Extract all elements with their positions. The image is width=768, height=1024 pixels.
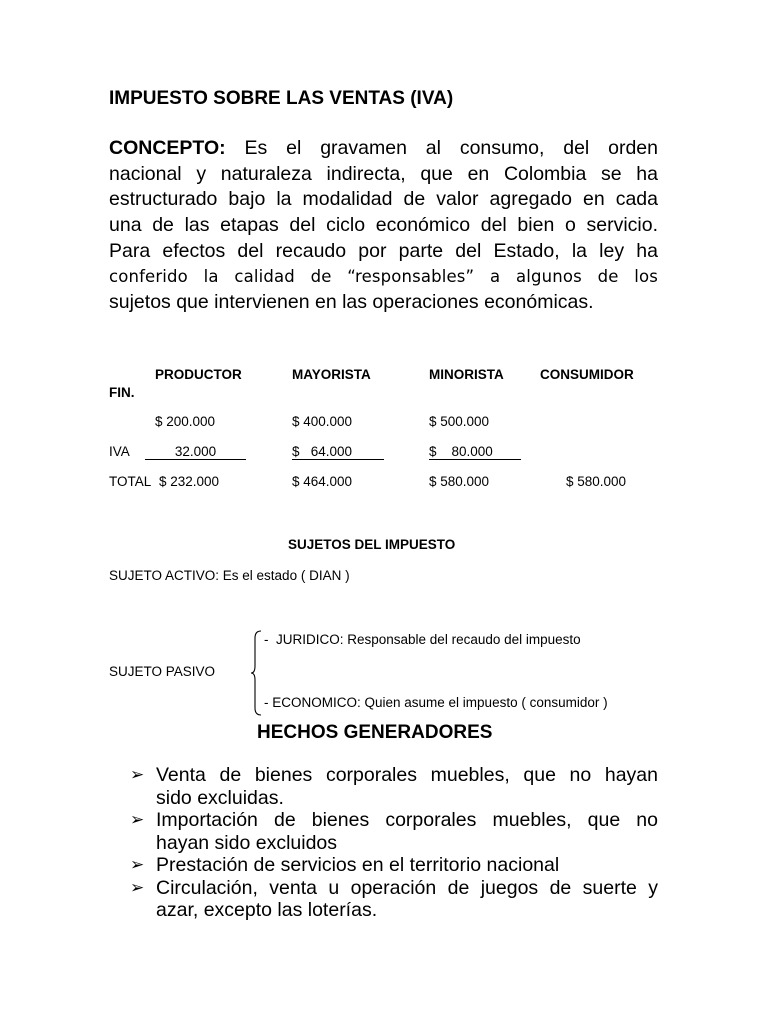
concept-label: CONCEPTO: — [109, 137, 226, 159]
list-item-line: Prestación de servicios en el territorio nacional — [156, 854, 560, 876]
concept-line-4: una de las etapas del ciclo económico del bien o servicio. — [109, 214, 658, 237]
list-item — [130, 854, 658, 877]
total-value-mayorista: $ 464.000 — [292, 474, 353, 489]
list-item — [130, 877, 658, 922]
base-value-productor: $ 200.000 — [155, 414, 216, 429]
concept-text: Es el gravamen al consumo, del orden — [244, 137, 658, 159]
sujeto-activo: SUJETO ACTIVO: Es el estado ( DIAN ) — [109, 568, 350, 583]
iva-value-mayorista — [292, 444, 384, 460]
total-value-minorista: $ 580.000 — [429, 474, 490, 489]
list-item-line: Circulación, venta u operación de juegos de suerte y — [156, 876, 658, 899]
base-value-minorista: $ 500.000 — [429, 414, 490, 429]
list-item — [130, 764, 658, 809]
iva-label: IVA — [109, 444, 130, 459]
iva-value-productor-text: 32.000 — [145, 445, 246, 460]
list-item-line: azar, excepto las loterías. — [156, 899, 378, 921]
concept-line-7: sujetos que intervienen en las operaciones económicas. — [109, 291, 594, 314]
total-value-productor: $ 232.000 — [159, 474, 220, 489]
concept-line-6: conferido la calidad de “responsables” a algunos de los — [109, 267, 658, 287]
col-header-productor: PRODUCTOR — [155, 367, 242, 382]
col-header-consumidor: CONSUMIDOR — [540, 367, 634, 382]
list-item-line: hayan sido excluidos — [156, 831, 338, 854]
sujeto-pasivo-economico: - ECONOMICO: Quien asume el impuesto ( consumidor ) — [264, 695, 608, 710]
concept-line-2: nacional y naturaleza indirecta, que en Colombia se ha — [109, 162, 658, 185]
iva-value-minorista — [429, 444, 521, 460]
iva-value-productor — [145, 444, 246, 460]
page-title: IMPUESTO SOBRE LAS VENTAS (IVA) — [109, 88, 454, 109]
base-value-mayorista: $ 400.000 — [292, 414, 353, 429]
concept-line-5: Para efectos del recaudo por parte del Estado, la ley ha — [109, 239, 658, 262]
hechos-title: HECHOS GENERADORES — [257, 722, 493, 743]
col-header-mayorista: MAYORISTA — [292, 367, 371, 382]
col-header-minorista: MINORISTA — [429, 367, 504, 382]
list-item-line: Importación de bienes corporales muebles, que no — [156, 809, 658, 831]
sujetos-title: SUJETOS DEL IMPUESTO — [288, 537, 456, 552]
list-item — [130, 809, 658, 854]
total-label: TOTAL — [109, 474, 152, 489]
concept-paragraph — [109, 136, 658, 316]
curly-brace — [250, 630, 262, 716]
arrow-bullet-icon: ➢ — [130, 810, 145, 829]
sujeto-pasivo-label: SUJETO PASIVO — [109, 664, 216, 679]
concept-line-1 — [109, 136, 658, 162]
concept-line-3: estructurado bajo la modalidad de valor agregado en cada — [109, 188, 658, 211]
hechos-list — [130, 764, 658, 922]
iva-value-minorista-text: $ 80.000 — [429, 445, 521, 460]
total-value-consumidor: $ 580.000 — [566, 474, 627, 489]
list-item-line: Venta de bienes corporales muebles, que no hayan — [156, 764, 658, 786]
list-item-line: sido excluidas. — [156, 786, 284, 809]
sujeto-pasivo-juridico: - JURIDICO: Responsable del recaudo del impuesto — [264, 632, 581, 647]
arrow-bullet-icon: ➢ — [130, 765, 145, 784]
iva-value-mayorista-text: $ 64.000 — [292, 445, 384, 460]
col-header-wrap: FIN. — [109, 385, 135, 400]
arrow-bullet-icon: ➢ — [130, 855, 145, 874]
arrow-bullet-icon: ➢ — [130, 877, 145, 897]
